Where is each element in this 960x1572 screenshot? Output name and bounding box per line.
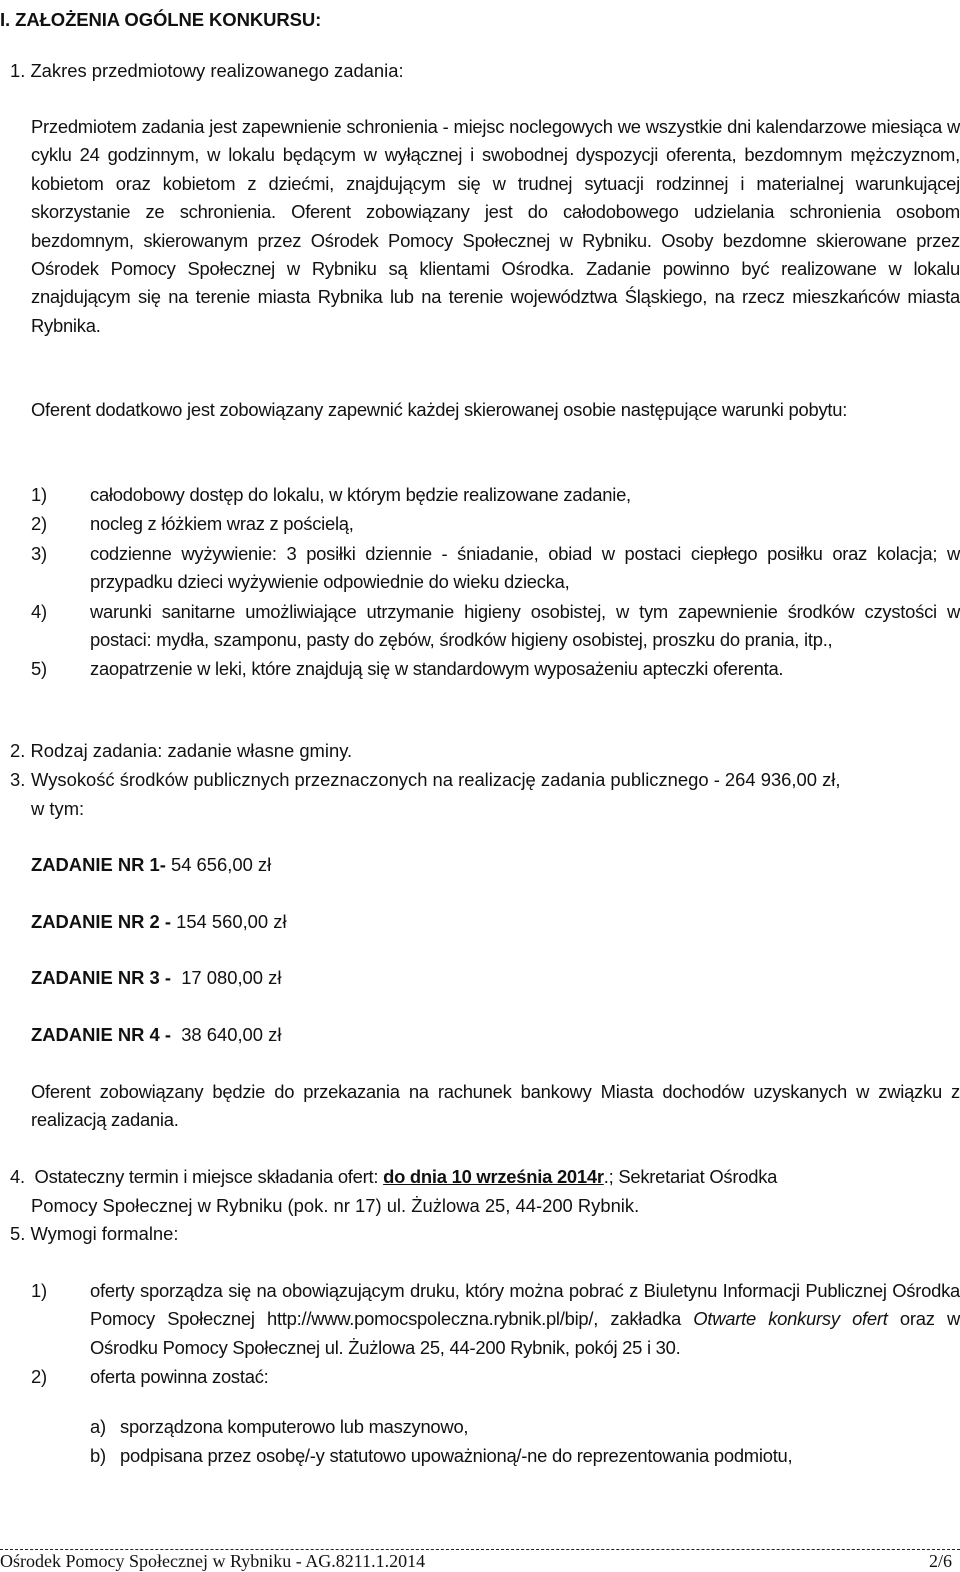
list-item: a) sporządzona komputerowo lub maszynowo, [90, 1416, 469, 1437]
deadline-date: do dnia 10 września 2014r [383, 1166, 604, 1187]
document-heading: I. ZAŁOŻENIA OGÓLNE KONKURSU: [0, 9, 322, 30]
section-5-title: 5. Wymogi formalne: [10, 1223, 179, 1244]
footer-organization: Ośrodek Pomocy Społecznej w Rybniku - AG.8211.1.2014 [0, 1551, 426, 1571]
section-4-line-1: 4. Ostateczny termin i miejsce składania ofert: do dnia 10 września 2014r.; Sekretariat Ośrodka [10, 1166, 778, 1187]
section-1-title: 1. Zakres przedmiotowy realizowanego zadania: [10, 60, 404, 81]
section-2-text: 2. Rodzaj zadania: zadanie własne gminy. [10, 740, 353, 761]
requirements-list [31, 1277, 960, 1392]
task-4: ZADANIE NR 4 - 38 640,00 zł [31, 1024, 282, 1045]
list-item: 1) oferty sporządza się na obowiązującym druku, który można pobrać z Biuletynu Informacji Publicznej Ośrodka Pomocy Społecznej http://www.pomocspoleczna.rybnik.pl/bip/, zakładka Otwarte konkursy ofert oraz w Ośrodku Pomocy Społecznej ul. Żużlowa 25, 44-200 Rybnik, pokój 25 i 30. [31, 1280, 960, 1358]
conditions-list [31, 481, 960, 684]
section-1-paragraph-2: Oferent dodatkowo jest zobowiązany zapewnić każdej skierowanej osobie następujące warunki pobytu: [31, 399, 848, 420]
list-item: 1) całodobowy dostęp do lokalu, w którym będzie realizowane zadanie, [31, 484, 631, 505]
sub-requirements-list [31, 1413, 960, 1471]
section-3-text-continued: w tym: [31, 798, 85, 819]
page-number: 2/6 [928, 1551, 952, 1571]
list-item: 2) nocleg z łóżkiem wraz z pościelą, [31, 513, 354, 535]
list-item: 2) oferta powinna zostać: [31, 1366, 269, 1388]
section-4-line-2: Pomocy Społecznej w Rybniku (pok. nr 17) ul. Żużlowa 25, 44-200 Rybnik. [31, 1195, 640, 1216]
section-1-paragraph-1: Przedmiotem zadania jest zapewnienie schronienia - miejsc noclegowych we wszystkie dni kalendarzowe miesiąca w cyklu 24 godzinnym, w lokalu będącym w wyłącznej i swobodnej dyspozycji oferenta, bezdomnym mężczyznom, kobietom oraz kobietom z dziećmi, znajdującym się w trudnej sytuacji rodzinnej i materialnej warunkującej skorzystanie ze schronienia. Oferent zobowiązany jest do całodobowego udzielania schronienia osobom bezdomnym, skierowanym przez Ośrodek Pomocy Społecznej w Rybniku. Osoby bezdomne skierowane przez Ośrodek Pomocy Społecznej w Rybniku są klientami Ośrodka. Zadanie powinno być realizowane w lokalu znajdującym się na terenie miasta Rybnika lub na terenie województwa Śląskiego, na rzecz mieszkańców miasta Rybnika. [31, 116, 960, 336]
list-item: 4) warunki sanitarne umożliwiające utrzymanie higieny osobistej, w tym zapewnienie środków czystości w postaci: mydła, szamponu, pasty do zębów, środków higieny osobistej, proszku do prania, itp., [31, 600, 960, 651]
list-item: b) podpisana przez osobę/-y statutowo upoważnioną/-ne do reprezentowania podmiotu, [90, 1445, 793, 1467]
task-2: ZADANIE NR 2 - 154 560,00 zł [31, 911, 287, 932]
section-3-num: 3. [10, 769, 26, 790]
task-3: ZADANIE NR 3 - 17 080,00 zł [31, 967, 282, 988]
list-item: 3) codzienne wyżywienie: 3 posiłki dziennie - śniadanie, obiad w postaci ciepłego posiłku oraz kolacja; w przypadku dzieci wyżywienie odpowiednie do wieku dziecka, [31, 542, 960, 593]
list-item: 5) zaopatrzenie w leki, które znajdują się w standardowym wyposażeniu apteczki oferenta. [31, 658, 784, 680]
task-1: ZADANIE NR 1- 54 656,00 zł [31, 854, 272, 875]
section-3-text: Wysokość środków publicznych przeznaczonych na realizację zadania publicznego - 264 936,00 zł, [31, 769, 841, 790]
section-3-note: Oferent zobowiązany będzie do przekazania na rachunek bankowy Miasta dochodów uzyskanych w związku z realizacją zadania. [31, 1081, 960, 1131]
